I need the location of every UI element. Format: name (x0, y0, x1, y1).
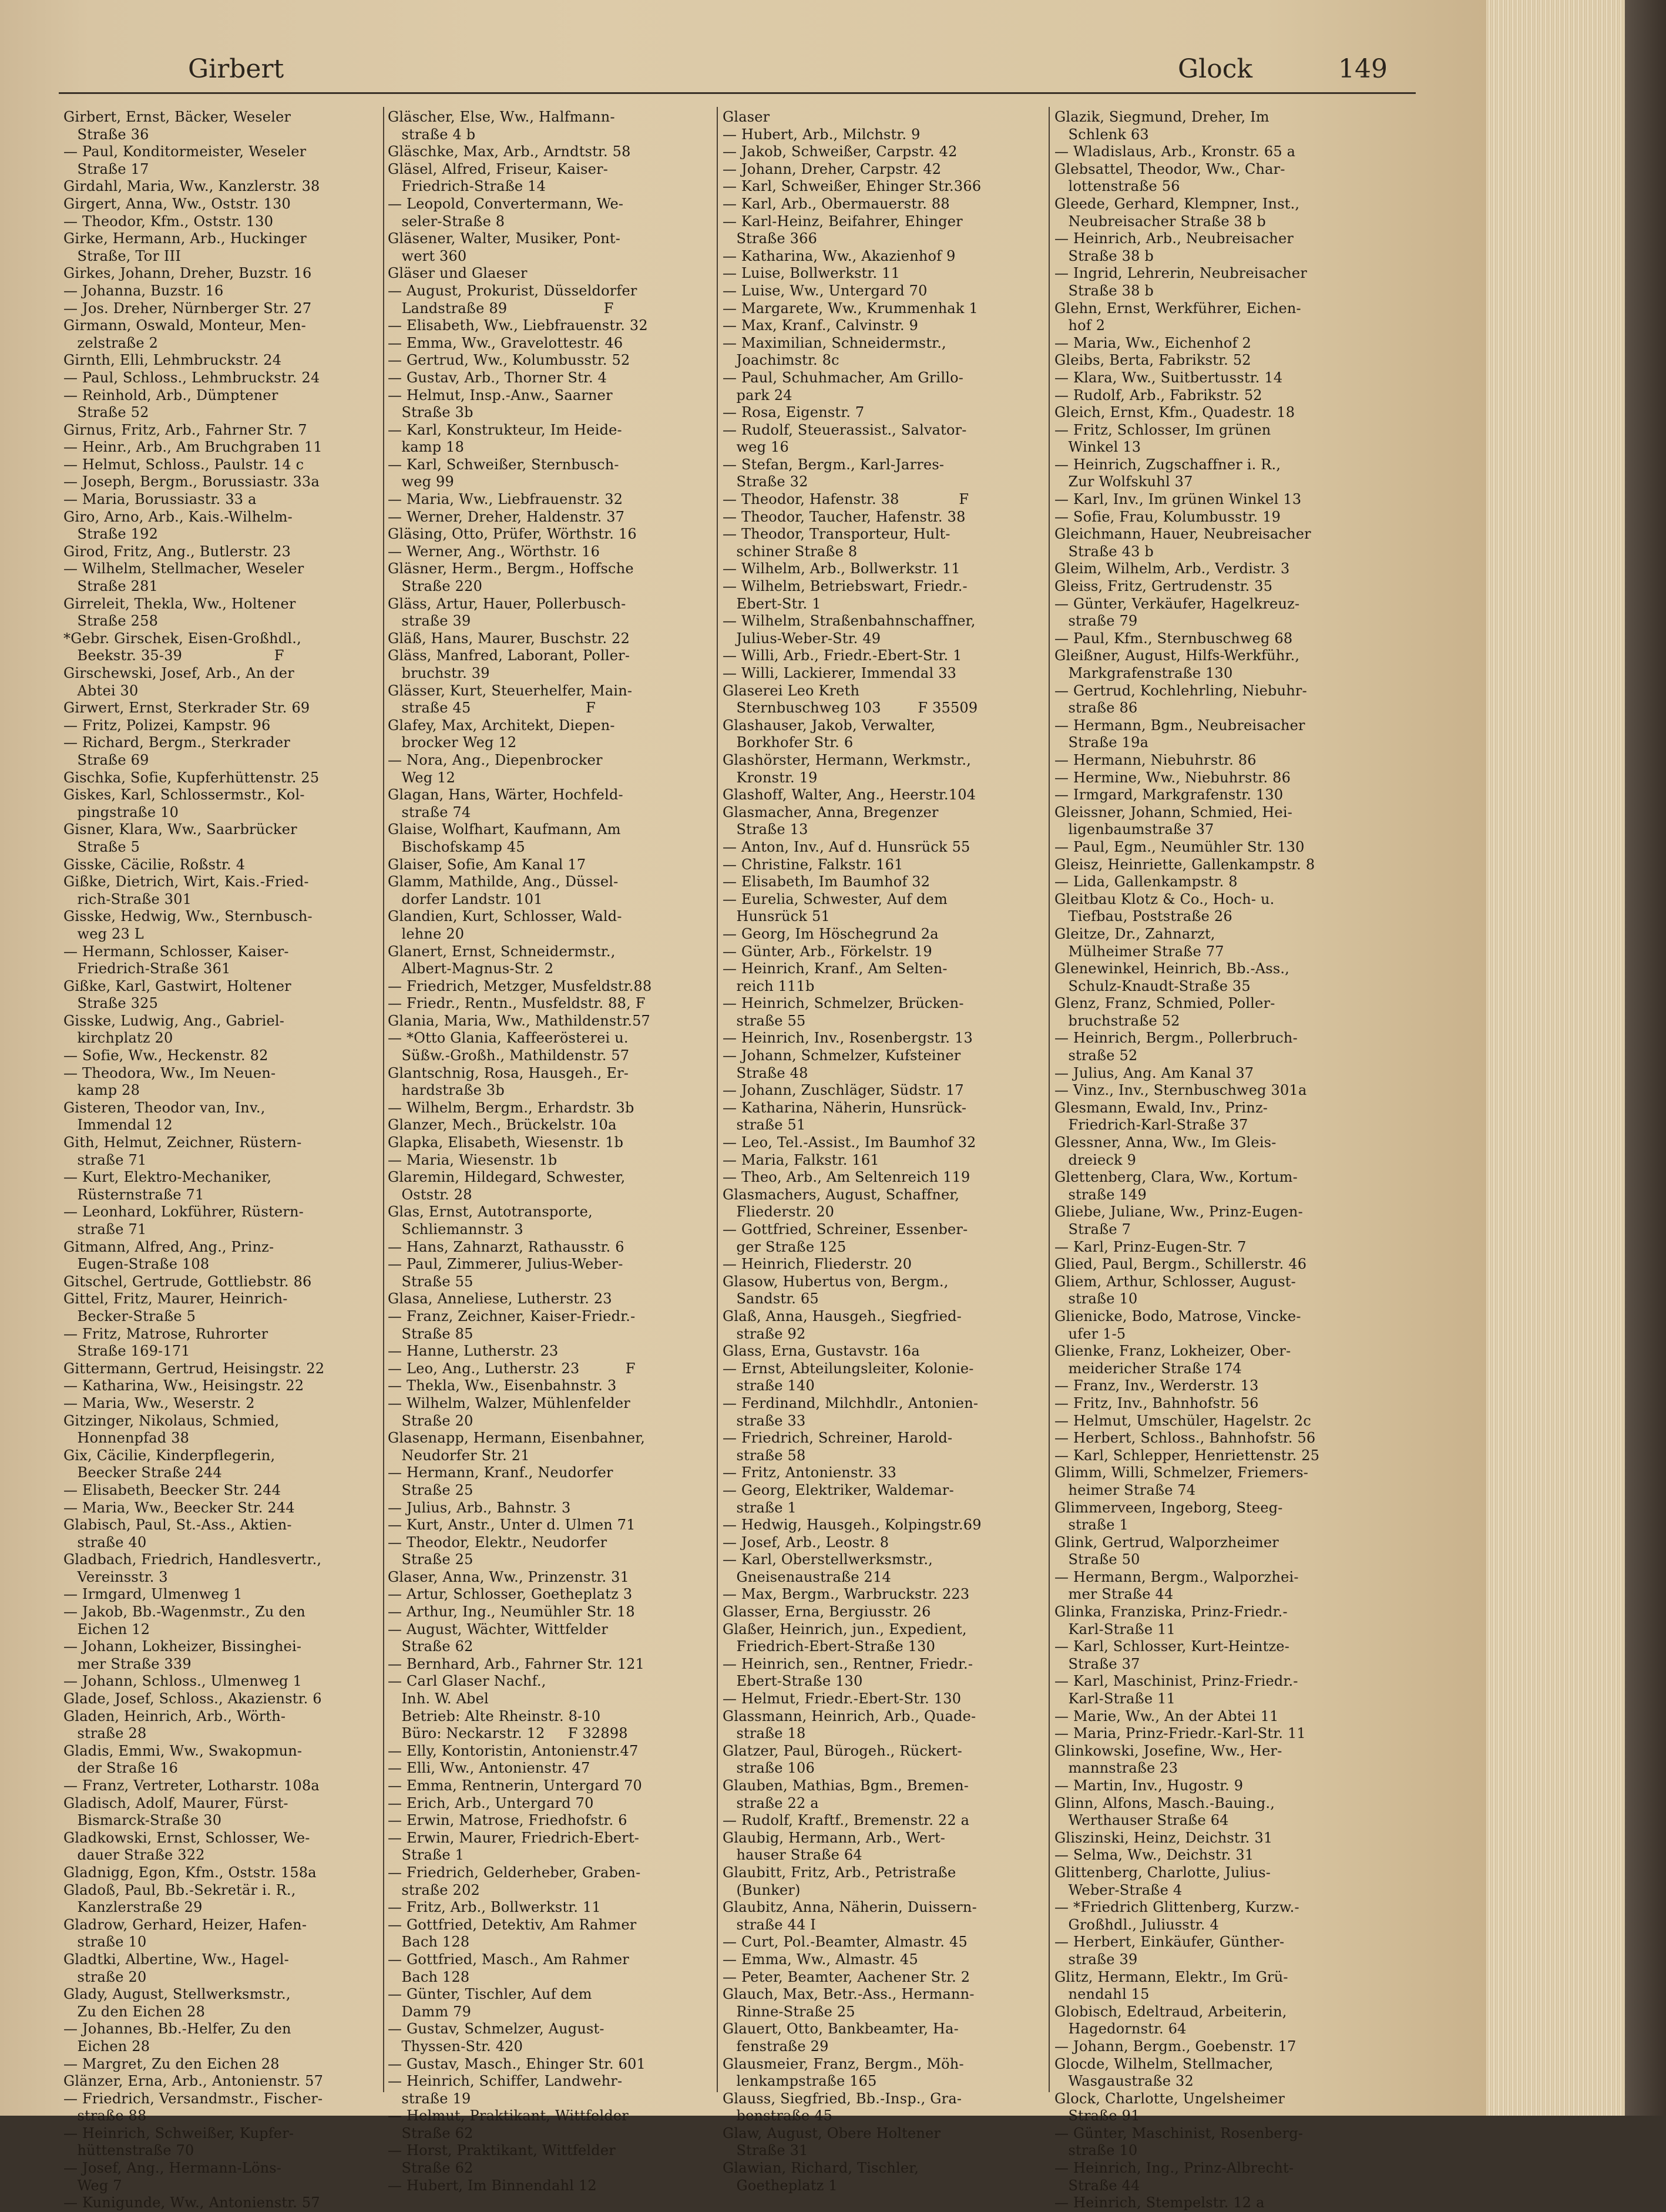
header-rule (59, 92, 1416, 94)
directory-column-2: Gläscher, Else, Ww., Halfmann- straße 4 b Gläschke, Max, Arb., Arndtstr. 58 Gläsel, Alfred, Friseur, Kaiser- Friedrich-Straße 14 — Leopold, Convertermann, We- seler-Straße 8 Gläsener, Walter, Musiker, Pont- wert 360 Gläser und Glaeser — August, Prokurist, Düsseldorfer Landstraße 89 F — Elisabeth, Ww., Liebfrauenstr. 32 — Emma, Ww., Gravelottestr. 46 — Gertrud, Ww., Kolumbusstr. 52 — Gustav, Arb., Thorner Str. 4 — Helmut, Insp.-Anw., Saarner Straße 3b — Karl, Konstrukteur, Im Heide- kamp 18 — Karl, Schweißer, Sternbusch- weg 99 — Maria, Ww., Liebfrauenstr. 32 — Werner, Dreher, Haldenstr. 37 Gläsing, Otto, Prüfer, Wörthstr. 16 — Werner, Ang., Wörthstr. 16 Gläsner, Herm., Bergm., Hoffsche Straße 220 Gläss, Artur, Hauer, Pollerbusch- straße 39 Gläß, Hans, Maurer, Buschstr. 22 Gläss, Manfred, Laborant, Poller- bruchstr. 39 Glässer, Kurt, Steuerhelfer, Main- straße 45 F Glafey, Max, Architekt, Diepen- brocker Weg 12 — Nora, Ang., Diepenbrocker Weg 12 Glagan, Hans, Wärter, Hochfeld- straße 74 Glaise, Wolfhart, Kaufmann, Am Bischofskamp 45 Glaiser, Sofie, Am Kanal 17 Glamm, Mathilde, Ang., Düssel- dorfer Landstr. 101 Glandien, Kurt, Schlosser, Wald- lehne 20 Glanert, Ernst, Schneidermstr., Albert-Magnus-Str. 2 — Friedrich, Metzger, Musfeldstr.88 — Friedr., Rentn., Musfeldstr. 88, F Glania, Maria, Ww., Mathildenstr.57 — *Otto Glania, Kaffeerösterei u. Süßw.-Großh., Mathildenstr. 57 Glantschnig, Rosa, Hausgeh., Er- hardstraße 3b — Wilhelm, Bergm., Erhardstr. 3b Glanzer, Mech., Brückelstr. 10a Glapka, Elisabeth, Wiesenstr. 1b — Maria, Wiesenstr. 1b Glaremin, Hildegard, Schwester, Oststr. 28 Glas, Ernst, Autotransporte, Schliemannstr. 3 — Hans, Zahnarzt, Rathausstr. 6 — Paul, Zimmerer, Julius-Weber- Straße 55 Glasa, Anneliese, Lutherstr. 23 — Franz, Zeichner, Kaiser-Friedr.- Straße 85 — Hanne, Lutherstr. 23 — Leo, Ang., Lutherstr. 23 F — Thekla, Ww., Eisenbahnstr. 3 — Wilhelm, Walzer, Mühlenfelder Straße 20 Glasenapp, Hermann, Eisenbahner, Neudorfer Str. 21 — Hermann, Kranf., Neudorfer Straße 25 — Julius, Arb., Bahnstr. 3 — Kurt, Anstr., Unter d. Ulmen 71 — Theodor, Elektr., Neudorfer Straße 25 Glaser, Anna, Ww., Prinzenstr. 31 — Artur, Schlosser, Goetheplatz 3 — Arthur, Ing., Neumühler Str. 18 — August, Wächter, Wittfelder Straße 62 — Bernhard, Arb., Fahrner Str. 121 — Carl Glaser Nachf., Inh. W. Abel Betrieb: Alte Rheinstr. 8-10 Büro: Neckarstr. 12 F 32898 — Elly, Kontoristin, Antonienstr.47 — Elli, Ww., Antonienstr. 47 — Emma, Rentnerin, Untergard 70 — Erich, Arb., Untergard 70 — Erwin, Matrose, Friedhofstr. 6 — Erwin, Maurer, Friedrich-Ebert- Straße 1 — Friedrich, Gelderheber, Graben- straße 202 — Fritz, Arb., Bollwerkstr. 11 — Gottfried, Detektiv, Am Rahmer Bach 128 — Gottfried, Masch., Am Rahmer Bach 128 — Günter, Tischler, Auf dem Damm 79 — Gustav, Schmelzer, August- Thyssen-Str. 420 — Gustav, Masch., Ehinger Str. 601 — Heinrich, Schiffer, Landwehr- straße 19 — Helmut, Praktikant, Wittfelder Straße 62 — Horst, Praktikant, Wittfelder Straße 62 — Hubert, Im Binnendahl 12 (388, 109, 652, 2194)
directory-column-4: Glazik, Siegmund, Dreher, Im Schlenk 63 — Wladislaus, Arb., Kronstr. 65 a Glebsattel, Theodor, Ww., Char- lottenstraße 56 Gleede, Gerhard, Klempner, Inst., Neubreisacher Straße 38 b — Heinrich, Arb., Neubreisacher Straße 38 b — Ingrid, Lehrerin, Neubreisacher Straße 38 b Glehn, Ernst, Werkführer, Eichen- hof 2 — Maria, Ww., Eichenhof 2 Gleibs, Berta, Fabrikstr. 52 — Klara, Ww., Suitbertusstr. 14 — Rudolf, Arb., Fabrikstr. 52 Gleich, Ernst, Kfm., Quadestr. 18 — Fritz, Schlosser, Im grünen Winkel 13 — Heinrich, Zugschaffner i. R., Zur Wolfskuhl 37 — Karl, Inv., Im grünen Winkel 13 — Sofie, Frau, Kolumbusstr. 19 Gleichmann, Hauer, Neubreisacher Straße 43 b Gleim, Wilhelm, Arb., Verdistr. 3 Gleiss, Fritz, Gertrudenstr. 35 — Günter, Verkäufer, Hagelkreuz- straße 79 — Paul, Kfm., Sternbuschweg 68 Gleißner, August, Hilfs-Werkführ., Markgrafenstraße 130 — Gertrud, Kochlehrling, Niebuhr- straße 86 — Hermann, Bgm., Neubreisacher Straße 19a — Hermann, Niebuhrstr. 86 — Hermine, Ww., Niebuhrstr. 86 — Irmgard, Markgrafenstr. 130 Gleissner, Johann, Schmied, Hei- ligenbaumstraße 37 — Paul, Egm., Neumühler Str. 130 Gleisz, Heinriette, Gallenkampstr. 8 — Lida, Gallenkampstr. 8 Gleitbau Klotz & Co., Hoch- u. Tiefbau, Poststraße 26 Gleitze, Dr., Zahnarzt, Mülheimer Straße 77 Glenewinkel, Heinrich, Bb.-Ass., Schulz-Knaudt-Straße 35 Glenz, Franz, Schmied, Poller- bruchstraße 52 — Heinrich, Bergm., Pollerbruch- straße 52 — Julius, Ang. Am Kanal 37 — Vinz., Inv., Sternbuschweg 301a Glesmann, Ewald, Inv., Prinz- Friedrich-Karl-Straße 37 Glessner, Anna, Ww., Im Gleis- dreieck 9 Glettenberg, Clara, Ww., Kortum- straße 149 Gliebe, Juliane, Ww., Prinz-Eugen- Straße 7 — Karl, Prinz-Eugen-Str. 7 Glied, Paul, Bergm., Schillerstr. 46 Gliem, Arthur, Schlosser, August- straße 10 Glienicke, Bodo, Matrose, Vincke- ufer 1-5 Glienke, Franz, Lokheizer, Ober- meidericher Straße 174 — Franz, Inv., Werderstr. 13 — Fritz, Inv., Bahnhofstr. 56 — Helmut, Umschüler, Hagelstr. 2c — Herbert, Schloss., Bahnhofstr. 56 — Karl, Schlepper, Henriettenstr. 25 Glimm, Willi, Schmelzer, Friemers- heimer Straße 74 Glimmerveen, Ingeborg, Steeg- straße 1 Glink, Gertrud, Walporzheimer Straße 50 — Hermann, Bergm., Walporzhei- mer Straße 44 Glinka, Franziska, Prinz-Friedr.- Karl-Straße 11 — Karl, Schlosser, Kurt-Heintze- Straße 37 — Karl, Maschinist, Prinz-Friedr.- Karl-Straße 11 — Marie, Ww., An der Abtei 11 — Maria, Prinz-Friedr.-Karl-Str. 11 Glinkowski, Josefine, Ww., Her- mannstraße 23 — Martin, Inv., Hugostr. 9 Glinn, Alfons, Masch.-Bauing., Werthauser Straße 64 Gliszinski, Heinz, Deichstr. 31 — Selma, Ww., Deichstr. 31 Glittenberg, Charlotte, Julius- Weber-Straße 4 — *Friedrich Glittenberg, Kurzw.- Großhdl., Juliusstr. 4 — Herbert, Einkäufer, Günther- straße 39 Glitz, Hermann, Elektr., Im Grü- nendahl 15 Globisch, Edeltraud, Arbeiterin, Hagedornstr. 64 — Johann, Bergm., Goebenstr. 17 Glocde, Wilhelm, Stellmacher, Wasgaustraße 32 Glock, Charlotte, Ungelsheimer Straße 91 — Günter, Maschinist, Rosenberg- straße 10 — Heinrich, Ing., Prinz-Albrecht- Straße 44 — Heinrich, Stempelstr. 12 a (1054, 109, 1320, 2211)
running-head-first-name: Girbert (188, 54, 284, 84)
book-page-edges (1486, 0, 1666, 2116)
column-divider (717, 107, 718, 2092)
running-head-last-name: Glock (1178, 54, 1253, 84)
page-number: 149 (1338, 54, 1388, 84)
directory-column-3: Glaser — Hubert, Arb., Milchstr. 9 — Jakob, Schweißer, Carpstr. 42 — Johann, Dreher, Carpstr. 42 — Karl, Schweißer, Ehinger Str.366 — Karl, Arb., Obermauerstr. 88 — Karl-Heinz, Beifahrer, Ehinger Straße 366 — Katharina, Ww., Akazienhof 9 — Luise, Bollwerkstr. 11 — Luise, Ww., Untergard 70 — Margarete, Ww., Krummenhak 1 — Max, Kranf., Calvinstr. 9 — Maximilian, Schneidermstr., Joachimstr. 8c — Paul, Schuhmacher, Am Grillo- park 24 — Rosa, Eigenstr. 7 — Rudolf, Steuerassist., Salvator- weg 16 — Stefan, Bergm., Karl-Jarres- Straße 32 — Theodor, Hafenstr. 38 F — Theodor, Taucher, Hafenstr. 38 — Theodor, Transporteur, Hult- schiner Straße 8 — Wilhelm, Arb., Bollwerkstr. 11 — Wilhelm, Betriebswart, Friedr.- Ebert-Str. 1 — Wilhelm, Straßenbahnschaffner, Julius-Weber-Str. 49 — Willi, Arb., Friedr.-Ebert-Str. 1 — Willi, Lackierer, Immendal 33 Glaserei Leo Kreth Sternbuschweg 103 F 35509 Glashauser, Jakob, Verwalter, Borkhofer Str. 6 Glashörster, Hermann, Werkmstr., Kronstr. 19 Glashoff, Walter, Ang., Heerstr.104 Glasmacher, Anna, Bregenzer Straße 13 — Anton, Inv., Auf d. Hunsrück 55 — Christine, Falkstr. 161 — Elisabeth, Im Baumhof 32 — Eurelia, Schwester, Auf dem Hunsrück 51 — Georg, Im Höschegrund 2a — Günter, Arb., Förkelstr. 19 — Heinrich, Kranf., Am Selten- reich 111b — Heinrich, Schmelzer, Brücken- straße 55 — Heinrich, Inv., Rosenbergstr. 13 — Johann, Schmelzer, Kufsteiner Straße 48 — Johann, Zuschläger, Südstr. 17 — Katharina, Näherin, Hunsrück- straße 51 — Leo, Tel.-Assist., Im Baumhof 32 — Maria, Falkstr. 161 — Theo, Arb., Am Seltenreich 119 Glasmachers, August, Schaffner, Fliederstr. 20 — Gottfried, Schreiner, Essenber- ger Straße 125 — Heinrich, Fliederstr. 20 Glasow, Hubertus von, Bergm., Sandstr. 65 Glaß, Anna, Hausgeh., Siegfried- straße 92 Glass, Erna, Gustavstr. 16a — Ernst, Abteilungsleiter, Kolonie- straße 140 — Ferdinand, Milchhdlr., Antonien- straße 33 — Friedrich, Schreiner, Harold- straße 58 — Fritz, Antonienstr. 33 — Georg, Elektriker, Waldemar- straße 1 — Hedwig, Hausgeh., Kolpingstr.69 — Josef, Arb., Leostr. 8 — Karl, Oberstellwerksmstr., Gneisenaustraße 214 — Max, Bergm., Warbruckstr. 223 Glasser, Erna, Bergiusstr. 26 Glaßer, Heinrich, jun., Expedient, Friedrich-Ebert-Straße 130 — Heinrich, sen., Rentner, Friedr.- Ebert-Straße 130 — Helmut, Friedr.-Ebert-Str. 130 Glassmann, Heinrich, Arb., Quade- straße 18 Glatzer, Paul, Bürogeh., Rückert- straße 106 Glauben, Mathias, Bgm., Bremen- straße 22 a — Rudolf, Kraftf., Bremenstr. 22 a Glaubig, Hermann, Arb., Wert- hauser Straße 64 Glaubitt, Fritz, Arb., Petristraße (Bunker) Glaubitz, Anna, Näherin, Duissern- straße 44 I — Curt, Pol.-Beamter, Almastr. 45 — Emma, Ww., Almastr. 45 — Peter, Beamter, Aachener Str. 2 Glauch, Max, Betr.-Ass., Hermann- Rinne-Straße 25 Glauert, Otto, Bankbeamter, Ha- fenstraße 29 Glausmeier, Franz, Bergm., Möh- lenkampstraße 165 Glauss, Siegfried, Bb.-Insp., Gra- benstraße 45 Glaw, August, Obere Holtener Straße 31 Glawian, Richard, Tischler, Goetheplatz 1 (723, 109, 982, 2194)
directory-column-1: Girbert, Ernst, Bäcker, Weseler Straße 36 — Paul, Konditormeister, Weseler Straße 17 Girdahl, Maria, Ww., Kanzlerstr. 38 Girgert, Anna, Ww., Oststr. 130 — Theodor, Kfm., Oststr. 130 Girke, Hermann, Arb., Huckinger Straße, Tor III Girkes, Johann, Dreher, Buzstr. 16 — Johanna, Buzstr. 16 — Jos. Dreher, Nürnberger Str. 27 Girmann, Oswald, Monteur, Men- zelstraße 2 Girnth, Elli, Lehmbruckstr. 24 — Paul, Schloss., Lehmbruckstr. 24 — Reinhold, Arb., Dümptener Straße 52 Girnus, Fritz, Arb., Fahrner Str. 7 — Heinr., Arb., Am Bruchgraben 11 — Helmut, Schloss., Paulstr. 14 c — Joseph, Bergm., Borussiastr. 33a — Maria, Borussiastr. 33 a Giro, Arno, Arb., Kais.-Wilhelm- Straße 192 Girod, Fritz, Ang., Butlerstr. 23 — Wilhelm, Stellmacher, Weseler Straße 281 Girreleit, Thekla, Ww., Holtener Straße 258 *Gebr. Girschek, Eisen-Großhdl., Beekstr. 35-39 F Girschewski, Josef, Arb., An der Abtei 30 Girwert, Ernst, Sterkrader Str. 69 — Fritz, Polizei, Kampstr. 96 — Richard, Bergm., Sterkrader Straße 69 Gischka, Sofie, Kupferhüttenstr. 25 Giskes, Karl, Schlossermstr., Kol- pingstraße 10 Gisner, Klara, Ww., Saarbrücker Straße 5 Gisske, Cäcilie, Roßstr. 4 Gißke, Dietrich, Wirt, Kais.-Fried- rich-Straße 301 Gisske, Hedwig, Ww., Sternbusch- weg 23 L — Hermann, Schlosser, Kaiser- Friedrich-Straße 361 Gißke, Karl, Gastwirt, Holtener Straße 325 Gisske, Ludwig, Ang., Gabriel- kirchplatz 20 — Sofie, Ww., Heckenstr. 82 — Theodora, Ww., Im Neuen- kamp 28 Gisteren, Theodor van, Inv., Immendal 12 Gith, Helmut, Zeichner, Rüstern- straße 71 — Kurt, Elektro-Mechaniker, Rüsternstraße 71 — Leonhard, Lokführer, Rüstern- straße 71 Gitmann, Alfred, Ang., Prinz- Eugen-Straße 108 Gitschel, Gertrude, Gottliebstr. 86 Gittel, Fritz, Maurer, Heinrich- Becker-Straße 5 — Fritz, Matrose, Ruhrorter Straße 169-171 Gittermann, Gertrud, Heisingstr. 22 — Katharina, Ww., Heisingstr. 22 — Maria, Ww., Weserstr. 2 Gitzinger, Nikolaus, Schmied, Honnenpfad 38 Gix, Cäcilie, Kinderpflegerin, Beecker Straße 244 — Elisabeth, Beecker Str. 244 — Maria, Ww., Beecker Str. 244 Glabisch, Paul, St.-Ass., Aktien- straße 40 Gladbach, Friedrich, Handlesvertr., Vereinsstr. 3 — Irmgard, Ulmenweg 1 — Jakob, Bb.-Wagenmstr., Zu den Eichen 12 — Johann, Lokheizer, Bissinghei- mer Straße 339 — Johann, Schloss., Ulmenweg 1 Glade, Josef, Schloss., Akazienstr. 6 Gladen, Heinrich, Arb., Wörth- straße 28 Gladis, Emmi, Ww., Swakopmun- der Straße 16 — Franz, Vertreter, Lotharstr. 108a Gladisch, Adolf, Maurer, Fürst- Bismarck-Straße 30 Gladkowski, Ernst, Schlosser, We- dauer Straße 322 Gladnigg, Egon, Kfm., Oststr. 158a Gladoß, Paul, Bb.-Sekretär i. R., Kanzlerstraße 29 Gladrow, Gerhard, Heizer, Hafen- straße 10 Gladtki, Albertine, Ww., Hagel- straße 20 Glady, August, Stellwerksmstr., Zu den Eichen 28 — Johannes, Bb.-Helfer, Zu den Eichen 28 — Margret, Zu den Eichen 28 Glänzer, Erna, Arb., Antonienstr. 57 — Friedrich, Versandmstr., Fischer- straße 88 — Heinrich, Schweißer, Kupfer- hüttenstraße 70 — Josef, Ang., Hermann-Löns- Weg 7 — Kunigunde, Ww., Antonienstr. 57 (63, 109, 325, 2211)
